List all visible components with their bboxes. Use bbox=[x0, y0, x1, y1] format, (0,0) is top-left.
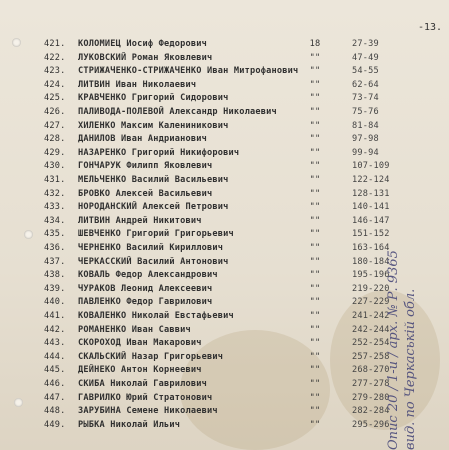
list-item bbox=[0, 133, 449, 146]
sheet-range: 277-278 bbox=[352, 379, 390, 389]
list-item bbox=[0, 188, 449, 201]
person-name: КОВАЛЬ Федор Александрович bbox=[78, 270, 218, 281]
sheet-range: 241-242 bbox=[352, 311, 390, 321]
list-item bbox=[0, 65, 449, 78]
list-item bbox=[0, 256, 449, 269]
entry-number: 435. bbox=[44, 229, 66, 240]
person-name: ЧУРАКОВ Леонид Алексеевич bbox=[78, 283, 213, 294]
ditto-mark: "" bbox=[309, 283, 321, 294]
sheet-range: 279-280 bbox=[352, 392, 390, 403]
person-name: ДАНИЛОВ Иван Андрианович bbox=[78, 134, 207, 145]
person-name: СКОРОХОД Иван Макарович bbox=[78, 338, 202, 349]
entry-number: 436. bbox=[44, 243, 66, 253]
ditto-mark: "" bbox=[309, 107, 321, 117]
ditto-mark: "" bbox=[309, 392, 321, 403]
person-name: РЫБКА Николай Ильич bbox=[78, 419, 181, 430]
person-name: СТРИЖАЧЕНКО-СТРИЖАЧЕНКО Иван Митрофанович bbox=[78, 66, 299, 77]
ditto-mark: "" bbox=[309, 215, 321, 226]
entry-number: 430. bbox=[44, 161, 66, 172]
sheet-range: 146-147 bbox=[352, 215, 390, 226]
list-item bbox=[0, 310, 449, 323]
list-item bbox=[0, 364, 449, 377]
entry-number: 429. bbox=[44, 147, 66, 158]
ditto-mark: "" bbox=[309, 202, 321, 213]
entry-number: 438. bbox=[44, 270, 66, 281]
entry-number: 439. bbox=[44, 283, 66, 294]
person-name: ДЕЙНЕКО Антон Корнеевич bbox=[78, 365, 202, 376]
ditto-mark: "" bbox=[309, 270, 321, 281]
list-item bbox=[0, 52, 449, 65]
entry-number: 425. bbox=[44, 93, 66, 104]
ditto-mark: "" bbox=[309, 134, 321, 145]
list-item bbox=[0, 419, 449, 432]
ditto-mark: "" bbox=[309, 419, 321, 430]
list-item bbox=[0, 392, 449, 405]
list-item bbox=[0, 296, 449, 309]
sheet-range: 219-220 bbox=[352, 283, 390, 294]
page-number: -13. bbox=[418, 22, 443, 33]
sheet-range: 97-98 bbox=[352, 134, 379, 145]
entry-number: 426. bbox=[44, 107, 66, 117]
sheet-range: 163-164 bbox=[352, 243, 390, 253]
person-name: ЛИТВИН Иван Николаевич bbox=[78, 79, 197, 90]
ditto-mark: "" bbox=[309, 324, 321, 335]
ditto-mark: "" bbox=[309, 256, 321, 267]
entry-number: 442. bbox=[44, 324, 66, 335]
ditto-mark: "" bbox=[309, 311, 321, 321]
ditto-mark: "" bbox=[309, 188, 321, 199]
person-name: ХИЛЕНКО Максим Калениникович bbox=[78, 120, 229, 131]
sheet-range: 62-64 bbox=[352, 79, 379, 90]
person-name: ЗАРУБИНА Семене Николаевич bbox=[78, 406, 218, 417]
entry-number: 449. bbox=[44, 419, 66, 430]
ditto-mark: "" bbox=[309, 351, 321, 362]
list-item bbox=[0, 324, 449, 337]
sheet-range: 195-196 bbox=[352, 270, 390, 281]
entry-number: 445. bbox=[44, 365, 66, 376]
ditto-mark: "" bbox=[309, 338, 321, 349]
person-name: КОЛОМИЕЦ Иосиф Федорович bbox=[78, 39, 207, 49]
person-name: ЧЕРНЕНКО Василий Кириллович bbox=[78, 243, 224, 253]
entry-number: 441. bbox=[44, 311, 66, 321]
sheet-range: 54-55 bbox=[352, 66, 379, 77]
person-name: ПАЛИВОДА-ПОЛЕВОЙ Александр Николаевич bbox=[78, 107, 277, 117]
list-item bbox=[0, 201, 449, 214]
entry-number: 448. bbox=[44, 406, 66, 417]
list-item bbox=[0, 283, 449, 296]
person-name: БРОВКО Алексей Васильевич bbox=[78, 188, 213, 199]
list-item bbox=[0, 120, 449, 133]
list-item bbox=[0, 92, 449, 105]
person-name: НАЗАРЕНКО Григорий Никифорович bbox=[78, 147, 240, 158]
sheet-range: 242-244 bbox=[352, 324, 390, 335]
ditto-mark: "" bbox=[309, 229, 321, 240]
sheet-range: 151-152 bbox=[352, 229, 390, 240]
list-item bbox=[0, 269, 449, 282]
list-item bbox=[0, 147, 449, 160]
handwritten-annotation: Опис 20 / 1-и / арх. № Р. 9365 вид. по Черкаській обл. bbox=[386, 250, 418, 450]
person-name: ЛУКОВСКИЙ Роман Яковлевич bbox=[78, 52, 213, 63]
sheet-range: 295-296 bbox=[352, 419, 390, 430]
person-name: ГОНЧАРУК Филипп Яковлевич bbox=[78, 161, 213, 172]
ditto-mark: "" bbox=[309, 175, 321, 185]
entry-number: 422. bbox=[44, 52, 66, 63]
ditto-mark: "" bbox=[309, 66, 321, 77]
ditto-mark: "" bbox=[309, 243, 321, 253]
sheet-range: 282-284 bbox=[352, 406, 390, 417]
entry-number: 432. bbox=[44, 188, 66, 199]
ditto-mark: "" bbox=[309, 79, 321, 90]
person-name: СКАЛЬСКИЙ Назар Григорьевич bbox=[78, 351, 224, 362]
list-item bbox=[0, 106, 449, 119]
ditto-mark: "" bbox=[309, 147, 321, 158]
sheet-range: 227-229 bbox=[352, 297, 390, 308]
entry-number: 428. bbox=[44, 134, 66, 145]
ditto-mark: "" bbox=[309, 365, 321, 376]
entry-number: 421. bbox=[44, 39, 66, 49]
sheet-range: 268-270 bbox=[352, 365, 390, 376]
sheet-range: 180-184 bbox=[352, 256, 390, 267]
ditto-mark: "" bbox=[309, 379, 321, 389]
entry-number: 431. bbox=[44, 175, 66, 185]
person-name: ГАВРИЛКО Юрий Стратонович bbox=[78, 392, 213, 403]
sheet-range: 75-76 bbox=[352, 107, 379, 117]
person-name: СКИБА Николай Гаврилович bbox=[78, 379, 207, 389]
ditto-mark: "" bbox=[309, 297, 321, 308]
entry-number: 427. bbox=[44, 120, 66, 131]
entry-number: 423. bbox=[44, 66, 66, 77]
list-item bbox=[0, 228, 449, 241]
list-item bbox=[0, 38, 449, 51]
list-item bbox=[0, 79, 449, 92]
ditto-mark: 18 bbox=[309, 39, 321, 49]
sheet-range: 122-124 bbox=[352, 175, 390, 185]
person-name: ЛИТВИН Андрей Никитович bbox=[78, 215, 202, 226]
sheet-range: 47-49 bbox=[352, 52, 379, 63]
list-item bbox=[0, 174, 449, 187]
sheet-range: 99-94 bbox=[352, 147, 379, 158]
ditto-mark: "" bbox=[309, 93, 321, 104]
entry-number: 437. bbox=[44, 256, 66, 267]
person-name: КОВАЛЕНКО Николай Евстафьевич bbox=[78, 311, 234, 321]
list-item bbox=[0, 337, 449, 350]
ditto-mark: "" bbox=[309, 120, 321, 131]
list-item bbox=[0, 405, 449, 418]
sheet-range: 257-258 bbox=[352, 351, 390, 362]
person-name: ШЕВЧЕНКО Григорий Григорьевич bbox=[78, 229, 234, 240]
sheet-range: 140-141 bbox=[352, 202, 390, 213]
list-item bbox=[0, 160, 449, 173]
entry-number: 446. bbox=[44, 379, 66, 389]
person-name: ПАВЛЕНКО Федор Гаврилович bbox=[78, 297, 213, 308]
sheet-range: 107-109 bbox=[352, 161, 390, 172]
ditto-mark: "" bbox=[309, 52, 321, 63]
list-item bbox=[0, 378, 449, 391]
list-item bbox=[0, 351, 449, 364]
entry-number: 443. bbox=[44, 338, 66, 349]
entry-number: 440. bbox=[44, 297, 66, 308]
sheet-range: 27-39 bbox=[352, 39, 379, 49]
ditto-mark: "" bbox=[309, 161, 321, 172]
list-item bbox=[0, 242, 449, 255]
ditto-mark: "" bbox=[309, 406, 321, 417]
person-name: МЕЛЬЧЕНКО Василий Васильевич bbox=[78, 175, 229, 185]
entry-number: 444. bbox=[44, 351, 66, 362]
person-name: НОРОДАНСКИЙ Алексей Петрович bbox=[78, 202, 229, 213]
sheet-range: 81-84 bbox=[352, 120, 379, 131]
entry-number: 424. bbox=[44, 79, 66, 90]
sheet-range: 128-131 bbox=[352, 188, 390, 199]
sheet-range: 73-74 bbox=[352, 93, 379, 104]
sheet-range: 252-254 bbox=[352, 338, 390, 349]
entry-number: 447. bbox=[44, 392, 66, 403]
entry-number: 434. bbox=[44, 215, 66, 226]
list-item bbox=[0, 215, 449, 228]
person-name: КРАВЧЕНКО Григорий Сидорович bbox=[78, 93, 229, 104]
entry-number: 433. bbox=[44, 202, 66, 213]
person-name: ЧЕРКАССКИЙ Василий Антонович bbox=[78, 256, 229, 267]
person-name: РОМАНЕНКО Иван Саввич bbox=[78, 324, 191, 335]
